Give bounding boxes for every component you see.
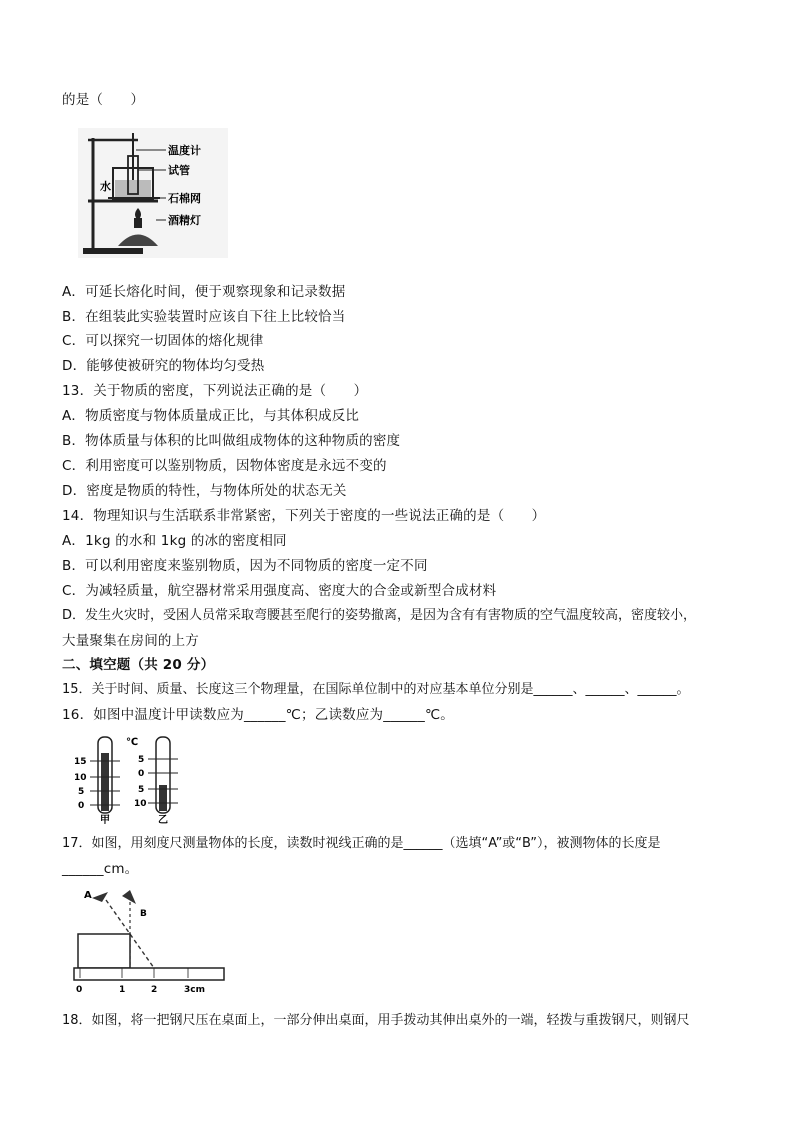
q17-stem-line1: 17．如图，用刻度尺测量物体的长度，读数时视线正确的是______（选填“A”或“B”），被测物体的长度是 (62, 836, 661, 851)
yi-tick-5-bottom: 5 (138, 785, 145, 795)
yi-label: 乙 (158, 815, 168, 825)
celsius-unit: ℃ (126, 737, 139, 748)
q12-option-d: D．能够使被研究的物体均匀受热 (62, 358, 265, 374)
jia-tick-0: 0 (78, 801, 85, 811)
jia-label: 甲 (100, 815, 110, 825)
view-a-label: A (84, 890, 92, 901)
water-label: 水 (100, 180, 111, 193)
q14-option-a: A．1kg 的水和 1kg 的冰的密度相同 (62, 533, 287, 549)
section-2-heading: 二、填空题（共 20 分） (62, 657, 215, 673)
jia-tick-10: 10 (74, 773, 87, 783)
view-b-label: B (140, 909, 147, 919)
yi-tick-0: 0 (138, 769, 145, 779)
q14-option-d-line1: D．发生火灾时，受困人员常采取弯腰甚至爬行的姿势撤离，是因为含有有害物质的空气温度较高，密度较小， (62, 608, 697, 623)
thermometer-figure (72, 733, 187, 825)
jia-tick-15: 15 (74, 757, 87, 767)
jia-tick-5: 5 (78, 787, 85, 797)
q12-option-c: C．可以探究一切固体的熔化规律 (62, 333, 264, 349)
q14-option-b: B．可以利用密度来鉴别物质，因为不同物质的密度一定不同 (62, 558, 428, 574)
melting-apparatus-figure (78, 128, 228, 258)
ruler-tick-2: 2 (151, 985, 158, 995)
q13-option-b: B．物体质量与体积的比叫做组成物体的这种物质的密度 (62, 433, 401, 449)
q14-option-d-line2: 大量聚集在房间的上方 (62, 633, 199, 649)
yi-tick-5-top: 5 (138, 755, 145, 765)
ruler-tick-1: 1 (119, 985, 126, 995)
q12-stem-tail: 的是（ ） (62, 92, 145, 108)
q14-option-c: C．为减轻质量，航空器材常采用强度高、密度大的合金或新型合成材料 (62, 583, 497, 599)
tube-label: 试管 (168, 164, 190, 177)
yi-tick-10: 10 (134, 799, 147, 809)
lamp-label: 酒精灯 (168, 214, 201, 227)
ruler-tick-0: 0 (76, 985, 83, 995)
q12-option-b: B．在组装此实验装置时应该自下往上比较恰当 (62, 309, 346, 325)
q15-stem: 15．关于时间、质量、长度这三个物理量，在国际单位制中的对应基本单位分别是______、______、______。 (62, 682, 690, 697)
q12-option-a: A．可延长熔化时间，便于观察现象和记录数据 (62, 284, 346, 300)
q17-stem-line2: ______cm。 (62, 861, 139, 877)
q13-option-d: D．密度是物质的特性，与物体所处的状态无关 (62, 483, 347, 499)
q13-option-c: C．利用密度可以鉴别物质，因物体密度是永远不变的 (62, 458, 387, 474)
ruler-figure (72, 886, 230, 998)
q16-stem: 16．如图中温度计甲读数应为______℃；乙读数应为______℃。 (62, 707, 454, 723)
thermometer-label: 温度计 (168, 144, 201, 157)
ruler-tick-3cm: 3cm (184, 985, 205, 995)
gauze-label: 石棉网 (168, 192, 201, 205)
q18-stem: 18．如图，将一把钢尺压在桌面上，一部分伸出桌面，用手拨动其伸出桌外的一端，轻拨与重拨钢尺，则钢尺 (62, 1013, 690, 1028)
q13-option-a: A．物质密度与物体质量成正比，与其体积成反比 (62, 408, 360, 424)
q14-stem: 14．物理知识与生活联系非常紧密，下列关于密度的一些说法正确的是（ ） (62, 508, 546, 524)
q13-stem: 13．关于物质的密度，下列说法正确的是（ ） (62, 383, 368, 399)
